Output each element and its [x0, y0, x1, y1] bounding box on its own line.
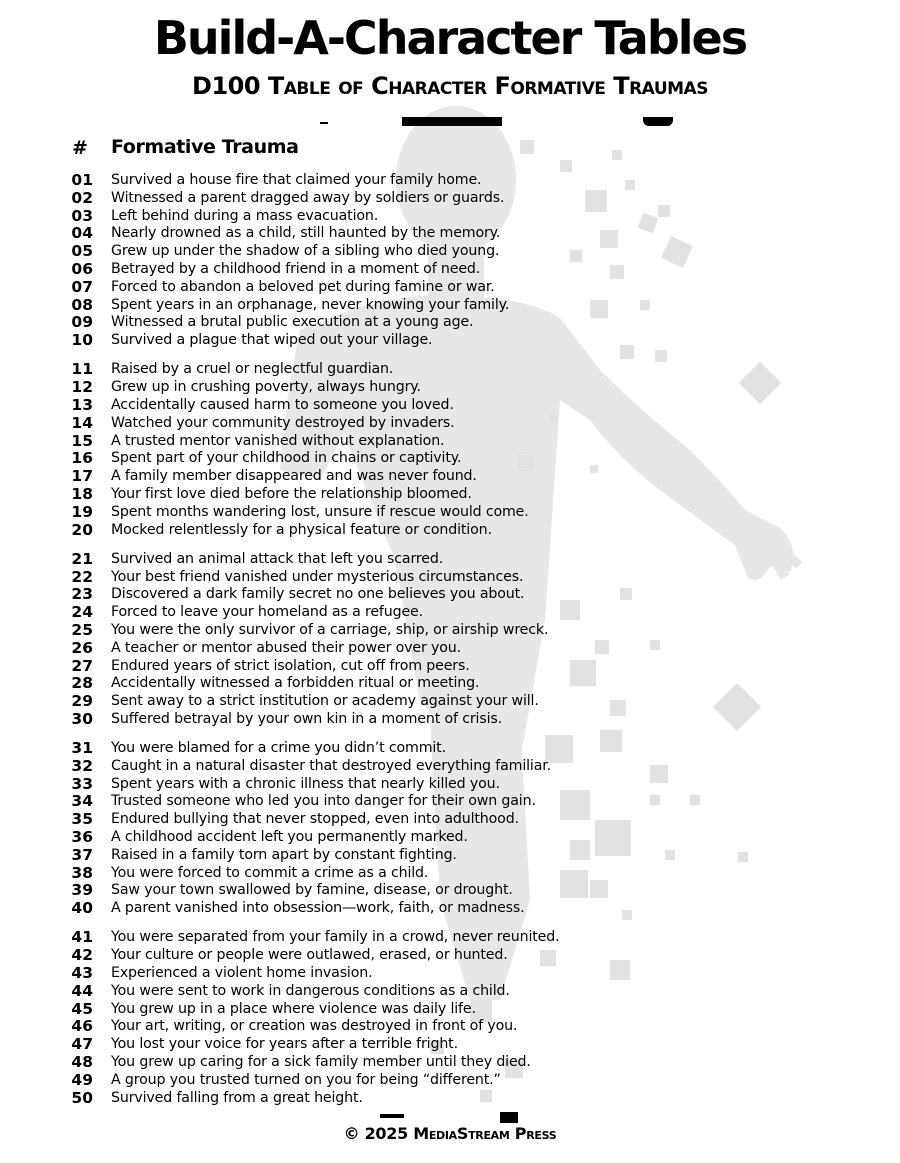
row-number: 35 — [71, 810, 93, 829]
footer-bar-right — [500, 1112, 518, 1123]
row-trauma-text: Left behind during a mass evacuation. — [111, 207, 379, 224]
row-number: 30 — [71, 709, 93, 728]
footer-bar-left — [380, 1114, 404, 1118]
table-row — [0, 224, 900, 242]
table-row — [0, 396, 900, 414]
row-trauma-text: Survived an animal attack that left you scarred. — [111, 550, 444, 567]
table-row — [0, 242, 900, 260]
row-trauma-text: Mocked relentlessly for a physical feature or condition. — [111, 521, 492, 538]
row-trauma-text: A parent vanished into obsession—work, faith, or madness. — [111, 900, 525, 917]
row-number: 22 — [71, 567, 93, 586]
table-row — [0, 775, 900, 793]
table-row — [0, 331, 900, 349]
row-number: 15 — [71, 431, 93, 450]
row-number: 21 — [71, 549, 93, 568]
table-row — [0, 828, 900, 846]
row-trauma-text: Watched your community destroyed by invaders. — [111, 414, 455, 431]
row-trauma-text: You grew up in a place where violence was daily life. — [111, 1000, 476, 1017]
table-group — [0, 550, 900, 728]
row-trauma-text: Your first love died before the relationship bloomed. — [111, 485, 472, 502]
table-group — [0, 171, 900, 349]
row-number: 50 — [71, 1088, 93, 1107]
row-trauma-text: Spent years with a chronic illness that nearly killed you. — [111, 775, 500, 792]
row-number: 05 — [71, 242, 93, 261]
row-trauma-text: A group you trusted turned on you for being “different.” — [111, 1071, 501, 1088]
row-number: 17 — [71, 467, 93, 486]
row-trauma-text: Endured years of strict isolation, cut off from peers. — [111, 657, 470, 674]
table-group — [0, 739, 900, 917]
page-subtitle: D100 Table of Character Formative Traumas — [192, 72, 708, 100]
column-header-trauma: Formative Trauma — [111, 136, 299, 158]
table-row — [0, 521, 900, 539]
table-row — [0, 864, 900, 882]
row-number: 33 — [71, 774, 93, 793]
row-number: 25 — [71, 620, 93, 639]
table-row — [0, 296, 900, 314]
row-trauma-text: Spent part of your childhood in chains or captivity. — [111, 450, 462, 467]
row-number: 36 — [71, 828, 93, 847]
divider-bar-right — [643, 117, 673, 126]
row-trauma-text: Your art, writing, or creation was destroyed in front of you. — [111, 1018, 518, 1035]
divider-bar-left — [320, 122, 328, 124]
table-row — [0, 313, 900, 331]
row-trauma-text: Raised in a family torn apart by constant fighting. — [111, 846, 457, 863]
row-trauma-text: Witnessed a brutal public execution at a young age. — [111, 314, 474, 331]
row-trauma-text: Suffered betrayal by your own kin in a moment of crisis. — [111, 710, 502, 727]
table-row — [0, 639, 900, 657]
table-group — [0, 928, 900, 1106]
row-trauma-text: Spent months wandering lost, unsure if rescue would come. — [111, 503, 529, 520]
table-row — [0, 171, 900, 189]
table-row — [0, 846, 900, 864]
row-trauma-text: A family member disappeared and was never found. — [111, 468, 477, 485]
row-number: 31 — [71, 739, 93, 758]
row-trauma-text: Caught in a natural disaster that destroyed everything familiar. — [111, 757, 551, 774]
row-number: 48 — [71, 1053, 93, 1072]
table-row — [0, 1000, 900, 1018]
row-number: 02 — [71, 188, 93, 207]
table-row — [0, 414, 900, 432]
row-number: 20 — [71, 520, 93, 539]
row-trauma-text: You lost your voice for years after a terrible fright. — [111, 1036, 458, 1053]
row-number: 42 — [71, 946, 93, 965]
divider-bar-center — [402, 117, 502, 126]
row-trauma-text: You were separated from your family in a crowd, never reunited. — [111, 929, 560, 946]
table-row — [0, 1071, 900, 1089]
row-trauma-text: Witnessed a parent dragged away by soldiers or guards. — [111, 189, 505, 206]
row-trauma-text: A teacher or mentor abused their power over you. — [111, 639, 461, 656]
row-trauma-text: Saw your town swallowed by famine, disease, or drought. — [111, 882, 513, 899]
row-trauma-text: Survived a plague that wiped out your village. — [111, 332, 433, 349]
page-title: Build-A-Character Tables — [153, 11, 747, 65]
table-row — [0, 657, 900, 675]
row-number: 41 — [71, 928, 93, 947]
row-number: 29 — [71, 692, 93, 711]
table-row — [0, 1089, 900, 1107]
table-row — [0, 585, 900, 603]
row-number: 47 — [71, 1035, 93, 1054]
table-row — [0, 189, 900, 207]
row-number: 39 — [71, 881, 93, 900]
row-trauma-text: Grew up in crushing poverty, always hungry. — [111, 379, 421, 396]
row-trauma-text: Spent years in an orphanage, never knowing your family. — [111, 296, 510, 313]
trauma-table — [0, 171, 900, 1118]
table-row — [0, 964, 900, 982]
row-number: 45 — [71, 999, 93, 1018]
table-row — [0, 881, 900, 899]
row-number: 12 — [71, 378, 93, 397]
row-number: 06 — [71, 259, 93, 278]
row-trauma-text: Endured bullying that never stopped, even into adulthood. — [111, 811, 519, 828]
table-row — [0, 692, 900, 710]
row-trauma-text: Trusted someone who led you into danger for their own gain. — [111, 793, 536, 810]
row-trauma-text: Survived a house fire that claimed your family home. — [111, 172, 482, 188]
row-number: 34 — [71, 792, 93, 811]
row-number: 24 — [71, 603, 93, 622]
copyright-footer: © 2025 MediaStream Press — [343, 1124, 557, 1143]
row-trauma-text: Betrayed by a childhood friend in a moment of need. — [111, 260, 481, 277]
row-trauma-text: You were forced to commit a crime as a child. — [111, 864, 429, 881]
table-row — [0, 432, 900, 450]
row-trauma-text: Discovered a dark family secret no one believes you about. — [111, 586, 525, 603]
table-row — [0, 810, 900, 828]
table-row — [0, 568, 900, 586]
table-row — [0, 674, 900, 692]
row-trauma-text: Survived falling from a great height. — [111, 1089, 363, 1106]
row-trauma-text: Your best friend vanished under mysterious circumstances. — [111, 568, 524, 585]
row-number: 18 — [71, 484, 93, 503]
table-group — [0, 360, 900, 538]
table-row — [0, 550, 900, 568]
table-row — [0, 360, 900, 378]
row-number: 19 — [71, 502, 93, 521]
row-trauma-text: You were sent to work in dangerous conditions as a child. — [111, 982, 510, 999]
row-number: 27 — [71, 656, 93, 675]
row-trauma-text: You were the only survivor of a carriage, ship, or airship wreck. — [111, 621, 549, 638]
table-row — [0, 260, 900, 278]
column-header-number: # — [72, 137, 88, 159]
table-row — [0, 1017, 900, 1035]
row-number: 16 — [71, 449, 93, 468]
row-number: 03 — [71, 206, 93, 225]
table-row — [0, 1035, 900, 1053]
row-number: 10 — [71, 331, 93, 350]
row-number: 37 — [71, 845, 93, 864]
table-row — [0, 757, 900, 775]
row-trauma-text: Forced to abandon a beloved pet during famine or war. — [111, 278, 495, 295]
row-number: 40 — [71, 899, 93, 918]
table-row — [0, 899, 900, 917]
table-row — [0, 739, 900, 757]
row-number: 11 — [71, 360, 93, 379]
row-number: 49 — [71, 1070, 93, 1089]
row-number: 43 — [71, 964, 93, 983]
row-number: 38 — [71, 863, 93, 882]
row-trauma-text: A trusted mentor vanished without explanation. — [111, 432, 445, 449]
row-trauma-text: Raised by a cruel or neglectful guardian. — [111, 361, 394, 378]
table-row — [0, 378, 900, 396]
row-trauma-text: You grew up caring for a sick family member until they died. — [111, 1054, 531, 1071]
row-trauma-text: A childhood accident left you permanently marked. — [111, 829, 468, 846]
row-trauma-text: Accidentally caused harm to someone you loved. — [111, 396, 454, 413]
row-number: 09 — [71, 313, 93, 332]
row-number: 23 — [71, 585, 93, 604]
row-number: 08 — [71, 295, 93, 314]
row-trauma-text: Accidentally witnessed a forbidden ritual or meeting. — [111, 675, 480, 692]
table-row — [0, 485, 900, 503]
row-number: 04 — [71, 224, 93, 243]
table-row — [0, 603, 900, 621]
row-number: 26 — [71, 638, 93, 657]
row-number: 32 — [71, 756, 93, 775]
table-row — [0, 792, 900, 810]
row-trauma-text: Your culture or people were outlawed, erased, or hunted. — [111, 947, 508, 964]
row-number: 07 — [71, 277, 93, 296]
row-trauma-text: Experienced a violent home invasion. — [111, 965, 373, 982]
row-number: 01 — [71, 171, 93, 189]
row-number: 44 — [71, 981, 93, 1000]
table-row — [0, 946, 900, 964]
table-row — [0, 710, 900, 728]
row-trauma-text: Nearly drowned as a child, still haunted by the memory. — [111, 225, 501, 242]
table-row — [0, 467, 900, 485]
row-trauma-text: Sent away to a strict institution or academy against your will. — [111, 693, 539, 710]
row-number: 14 — [71, 413, 93, 432]
row-number: 46 — [71, 1017, 93, 1036]
table-row — [0, 982, 900, 1000]
table-row — [0, 503, 900, 521]
table-row — [0, 449, 900, 467]
table-row — [0, 928, 900, 946]
row-number: 13 — [71, 395, 93, 414]
table-row — [0, 1053, 900, 1071]
row-trauma-text: You were blamed for a crime you didn’t commit. — [111, 740, 446, 757]
table-row — [0, 207, 900, 225]
table-row — [0, 278, 900, 296]
row-number: 28 — [71, 674, 93, 693]
table-row — [0, 621, 900, 639]
row-trauma-text: Forced to leave your homeland as a refugee. — [111, 604, 423, 621]
row-trauma-text: Grew up under the shadow of a sibling who died young. — [111, 243, 500, 260]
